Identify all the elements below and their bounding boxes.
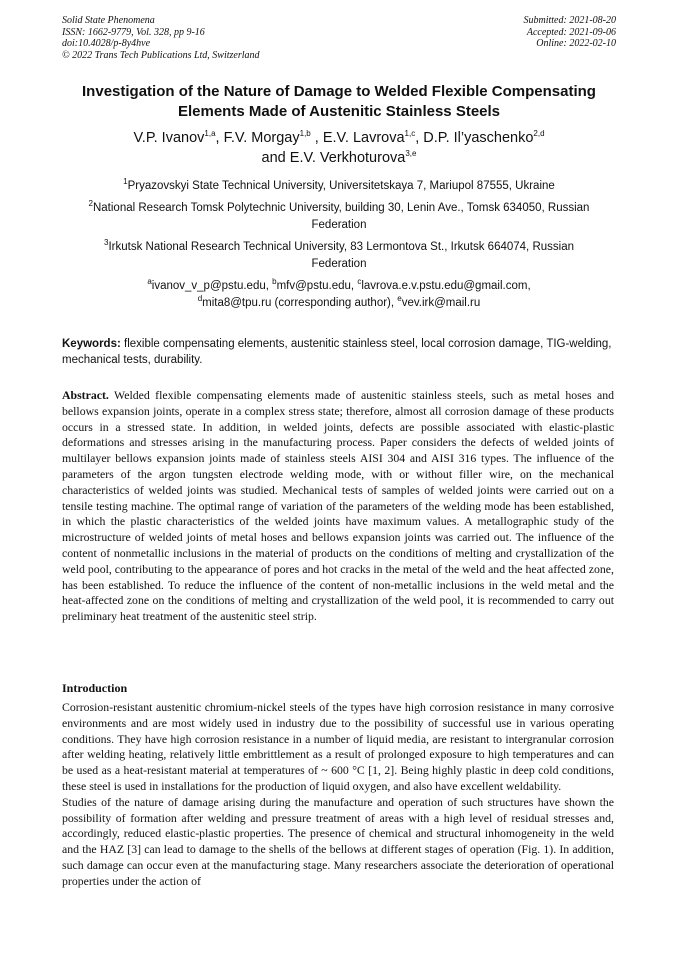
author-affiliation-mark: 3,e — [405, 149, 417, 159]
affiliation-text: National Research Tomsk Polytechnic University, building 30, Lenin Ave., Tomsk 634050, Russian Federation — [92, 202, 590, 231]
introduction-paragraph: Corrosion-resistant austenitic chromium-nickel steels of the types have high corrosion resistance in many corrosive environments and are most widely used in industry due to the possibility of successful use in various operating conditions. They have high corrosion resistance in a number of liquid media, are resistant to intergranular corrosion after welding heating, relatively little embrittlement as a result of prolonged exposure to high temperatures and can be used as a heat-resistant material at temperatures of ~ 600 °C [1, 2]. Being highly plastic in deep cold conditions, these steel is used in installations for the production of liquid oxygen, and also have excellent weldability. — [62, 700, 614, 793]
affiliation-text: Irkutsk National Research Technical University, 83 Lermontova St., Irkutsk 664074, Russian Federation — [108, 241, 574, 270]
online-date: Online: 2022-02-10 — [536, 38, 616, 49]
author-separator: and — [261, 150, 290, 166]
email-mark: b — [272, 277, 277, 287]
affiliation-text: Pryazovskyi State Technical University, Universitetskaya 7, Mariupol 87555, Ukraine — [127, 180, 555, 192]
introduction-body — [62, 700, 614, 890]
introduction-paragraph: Studies of the nature of damage arising during the manufacture and operation of such structures have shown the possibility of formation after welding and pressure treatment of areas with a high level of residual stresses and, accordingly, reduced elastic-plastic properties. The presence of chemical and structural inhomogeneity in the weld and the HAZ [3] can lead to damage to the shells of the bellows at different stages of operation (Fig. 1). In addition, such damage can occur even at the manufacturing stage. Many researchers associate the deterioration of operational properties under the action of — [62, 794, 614, 888]
accepted-date: Accepted: 2021-09-06 — [526, 26, 616, 38]
journal-header-left — [62, 15, 260, 61]
journal-name: Solid State Phenomena — [62, 15, 155, 26]
email-link[interactable]: vev.irk@mail.ru — [401, 297, 481, 309]
email-link[interactable]: mfv@pstu.edu — [276, 280, 351, 292]
affiliation-mark: 1 — [123, 177, 128, 187]
author-affiliation-mark: 1,c — [404, 129, 416, 139]
affiliations — [55, 178, 623, 312]
author-separator: , — [215, 130, 224, 146]
paper-title: Investigation of the Nature of Damage to Welded Flexible Compensating Elements Made of Austenitic Stainless Steels — [82, 83, 596, 120]
email-link[interactable]: ivanov_v_p@pstu.edu — [151, 280, 266, 292]
author-name: E.V. Verkhoturova — [289, 150, 406, 166]
author-affiliation-mark: 1,b — [299, 129, 311, 139]
affiliation-1 — [55, 178, 623, 195]
keywords-text: flexible compensating elements, austenitic stainless steel, local corrosion damage, TIG-welding, mechanical tests, durability. — [62, 338, 612, 366]
author-name: V.P. Ivanov — [133, 130, 205, 146]
abstract-text: Welded flexible compensating elements made of austenitic stainless steels, such as metal hoses and bellows expansion joints, operate in a complex stress state; therefore, almost all corrosion damage of these products occurs in a stressed state. In addition, in welded joints, defects are possible associated with elastic-plastic deformations and stresses arising in the manufacturing process. Paper considers the defects of welded joints of multilayer bellows expansion joints made of stainless steels AISI 304 and AISI 316 types. The influence of the parameters of the argon tungsten electrode welding mode, with or without filler wire, on the mechanical characteristics of welded joints was studied. Mechanical tests of samples of welded joints were carried out on a tensile testing machine. The optimal range of variation of the parameters of the welding mode has been established, in which the plastic characteristics of the welded joints have maximum values. A metallographic study of the microstructure of welded joints of metal hoses and bellows expansion joints was carried out. The influence of the content of nonmetallic inclusions in the material of products on the conditions of melting and crystallization of the weld pool, contributing to the appearance of pores and hot cracks in the metal of the weld and the heat affected zone, has been established. To reduce the influence of the content of non-metallic inclusions in the weld metal and the heat-affected zone on the conditions of melting and crystallization of the weld pool, it is recommended to carry out preliminary heat treatment of the austenitic steel strip. — [62, 388, 614, 624]
submitted-date: Submitted: 2021-08-20 — [523, 15, 616, 26]
email-mark: a — [147, 277, 152, 287]
affiliation-3 — [55, 239, 623, 273]
issn-volume-pages: ISSN: 1662-9779, Vol. 328, pp 9-16 — [62, 26, 205, 38]
affiliation-mark: 3 — [104, 238, 109, 248]
affiliation-mark: 2 — [88, 199, 93, 209]
abstract — [62, 388, 614, 625]
keywords — [62, 336, 614, 368]
affiliation-2 — [55, 200, 623, 234]
email-mark: d — [197, 294, 203, 304]
email-list: $^a$ivanov_v_p@pstu.edu, $^b$mfv@pstu.edu, $^c$lavrova.e.v.pstu.edu@gmail.com, $^d$mita8@tpu.ru (corresponding author), $^e$vev.irk@mail.ru — [147, 277, 531, 309]
email-mark: e — [397, 294, 402, 304]
author-list — [55, 128, 623, 168]
introduction-heading: Introduction — [62, 681, 128, 695]
author-separator: , — [310, 130, 323, 146]
author-affiliation-mark: 2,d — [533, 129, 545, 139]
email-link[interactable]: lavrova.e.v.pstu.edu@gmail.com — [361, 280, 528, 292]
journal-header-right — [524, 15, 617, 50]
author-name: F.V. Morgay — [223, 130, 300, 146]
author-name: D.P. Il’yaschenko — [423, 130, 534, 146]
abstract-label: Abstract. — [62, 388, 109, 402]
author-name: E.V. Lavrova — [322, 130, 405, 146]
author-separator: , — [415, 130, 424, 146]
author-affiliation-mark: 1,a — [204, 129, 216, 139]
doi: doi:10.4028/p-8y4hve — [62, 38, 151, 49]
keywords-label: Keywords: — [62, 338, 121, 350]
email-mark: c — [357, 277, 362, 287]
copyright: © 2022 Trans Tech Publications Ltd, Switzerland — [62, 49, 260, 61]
email-link[interactable]: mita8@tpu.ru (corresponding author) — [202, 297, 391, 309]
